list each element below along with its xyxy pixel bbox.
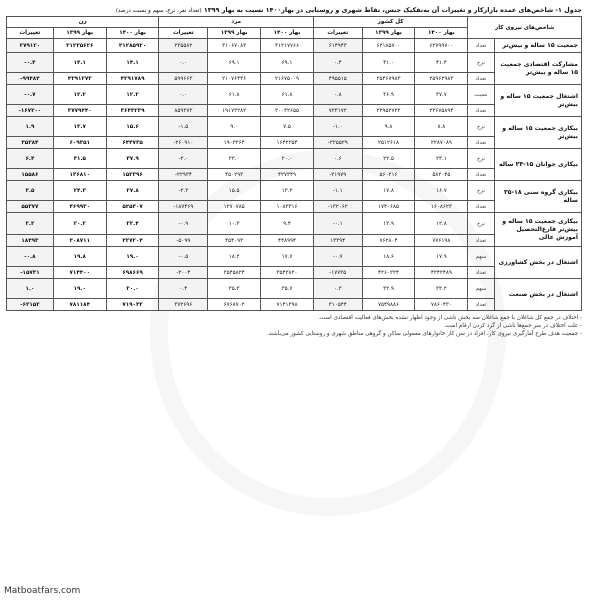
unit-cell: تعداد [468, 235, 494, 247]
value-cell: ۳۳.۲ [415, 279, 468, 299]
value-cell: ۱۹.۸ [53, 247, 106, 267]
value-cell: ۲۳.۱ [415, 149, 468, 169]
value-cell: ۳.۵ [7, 181, 54, 201]
value-cell: ۱۲.۸ [415, 213, 468, 235]
value-cell: ۲.۲ [7, 213, 54, 235]
indicator-label: مشارکت اقتصادی جمعیت ۱۵ ساله و بیش‌تر [494, 53, 581, 85]
unit-cell: تعداد [468, 267, 494, 279]
unit-cell: سهم [468, 279, 494, 299]
value-cell: ۷۷۶۱۹۸ [415, 235, 468, 247]
value-cell: ۲۰.۰ [106, 279, 159, 299]
value-cell: ۸۵۹۳۷۳ [159, 105, 208, 117]
value-cell: ۷۱۹۰۳۲ [106, 299, 159, 311]
value-cell: ۰.۷- [313, 247, 362, 267]
value-cell: ۱۳.۲ [261, 181, 314, 201]
value-cell: ۳۱.۵ [53, 149, 106, 169]
value-cell: ۳۷.۷ [415, 85, 468, 105]
value-cell: ۱۷۷۳۵- [313, 267, 362, 279]
value-cell: ۴۴۸۹۹۴ [261, 235, 314, 247]
value-cell: ۷۱۴۴۰۰ [53, 267, 106, 279]
value-cell: ۱.۰ [7, 279, 54, 299]
value-cell: ۶۷۶۸۷۰۲ [208, 299, 261, 311]
value-cell: ۰.۹- [159, 213, 208, 235]
value-cell: ۹.۸ [362, 117, 415, 137]
value-cell: ۱۹۱۷۳۲۸۲ [208, 105, 261, 117]
value-cell: ۵۸۲۰۴۵ [415, 169, 468, 181]
value-cell: ۷.۵ [261, 117, 314, 137]
unit-cell: تعداد [468, 105, 494, 117]
header-subcol: بهار ۱۴۰۰ [106, 28, 159, 39]
value-cell: ۴۵۴۰۹۳ [208, 235, 261, 247]
value-cell: ۲۲.۴ [106, 213, 159, 235]
value-cell: ۲۲۸۷۰۸۹ [415, 137, 468, 149]
value-cell: ۲۲.۵ [362, 149, 415, 169]
footnotes [6, 314, 582, 338]
value-cell: ۰.۴ [159, 279, 208, 299]
value-cell: ۱۷.۹ [415, 247, 468, 267]
value-cell: ۰.۵- [159, 247, 208, 267]
value-cell: ۲.۳- [159, 181, 208, 201]
value-cell: ۱۲.۲ [106, 85, 159, 105]
value-cell: ۰.۸- [7, 247, 54, 267]
value-cell: ۱۶.۷ [415, 181, 468, 201]
indicator-label: اشتغال در بخش صنعت [494, 279, 581, 311]
indicator-label: جمعیت ۱۵ ساله و بیش‌تر [494, 39, 581, 53]
value-cell: ۳۵۴۵۸۲۴ [208, 267, 261, 279]
value-cell: ۳۲۷۲۰۴ [106, 235, 159, 247]
value-cell: ۱۸۴۹۳ [7, 235, 54, 247]
value-cell: ۸.۸ [415, 117, 468, 137]
value-cell: ۴۲۶۰۲۲۴ [362, 267, 415, 279]
value-cell: ۳۱۰۶۷۰۸۳ [208, 39, 261, 53]
value-cell: ۱۴.۱ [106, 53, 159, 73]
value-cell: ۵۶۰۲۱۶ [362, 169, 415, 181]
header-subcol: تغییرات [313, 28, 362, 39]
value-cell: ۶۹.۱ [208, 53, 261, 73]
value-cell: ۲۶۰۹۱۰- [159, 137, 208, 149]
value-cell: ۶۰۹۳۵۱ [53, 137, 106, 149]
value-cell: ۷۱۴۱۳۹۸ [261, 299, 314, 311]
document [6, 6, 582, 338]
value-cell: ۹.۴ [261, 213, 314, 235]
value-cell: ۲۴.۳ [53, 181, 106, 201]
header-subcol: بهار ۱۴۰۰ [261, 28, 314, 39]
table-row [7, 213, 582, 235]
value-cell: ۴۱.۰ [362, 53, 415, 73]
table-title [6, 6, 582, 16]
table-row [7, 39, 582, 53]
header-subcol: بهار ۱۳۹۹ [362, 28, 415, 39]
value-cell: ۱۷.۸ [362, 181, 415, 201]
unit-cell: نرخ [468, 117, 494, 137]
value-cell: ۱۸.۶ [362, 247, 415, 267]
value-cell: ۲۰.۲ [53, 213, 106, 235]
value-cell: ۲۱۰۷۶۴۴۶ [208, 73, 261, 85]
indicator-label: بیکاری جمعیت ۱۵ ساله و بیش‌تر [494, 117, 581, 149]
unit-cell: تعداد [468, 169, 494, 181]
table-row [7, 149, 582, 169]
value-cell: ۳۵۳۸۴ [7, 137, 54, 149]
value-cell: ۰.۶ [313, 149, 362, 169]
value-cell: ۳۶.۹ [362, 85, 415, 105]
value-cell: ۷۸۱۱۸۴ [53, 299, 106, 311]
unit-cell: نرخ [468, 181, 494, 201]
value-cell: ۷۵۴۹۸۸۶ [362, 299, 415, 311]
value-cell: ۲۱۶۷۵۰۰۹ [261, 73, 314, 85]
value-cell: ۲۳۵۵۸۲ [159, 39, 208, 53]
value-cell: ۹۹۴۸۴- [7, 73, 54, 85]
value-cell: ۳۶۴۳۲۳۹ [106, 105, 159, 117]
unit-cell: نرخ [468, 53, 494, 73]
header-indicator: شاخص‌های نیروی کار [468, 17, 582, 39]
value-cell: ۶۲۱۵۲- [7, 299, 54, 311]
value-cell: ۴۲۴۲۴۸۹ [415, 267, 468, 279]
value-cell: ۶۹.۱ [261, 53, 314, 73]
value-cell: ۴۲۹۱۷۸۹ [106, 73, 159, 85]
value-cell: ۷۶۲۸۰۴ [362, 235, 415, 247]
value-cell: ۱۵.۵ [208, 181, 261, 201]
table-row [7, 53, 582, 73]
value-cell: ۱۵۵۸۶ [7, 169, 54, 181]
value-cell: ۱۰۸۳۳۱۶ [261, 201, 314, 213]
header-subcol: تغییرات [159, 28, 208, 39]
value-cell: ۱۸.۲ [208, 247, 261, 267]
value-cell: ۵۹۹۶۶۳ [159, 73, 208, 85]
value-cell: ۴۳۹۱۲۷۳ [53, 73, 106, 85]
value-cell: ۰.۱- [313, 213, 362, 235]
value-cell: ۱.۵- [159, 117, 208, 137]
unit-cell: نرخ [468, 149, 494, 169]
value-cell: ۲۵۴۶۷۹۸۳ [362, 73, 415, 85]
table-body [7, 39, 582, 311]
value-cell: ۲.۰- [159, 149, 208, 169]
value-cell: ۰.۷- [7, 85, 54, 105]
value-cell: ۲۷.۸ [106, 181, 159, 201]
value-cell: ۶۱.۸ [208, 85, 261, 105]
value-cell: ۱۲۷۰۷۸۵ [208, 201, 261, 213]
value-cell: ۲۰۰۳۲۶۵۵ [261, 105, 314, 117]
indicator-label: بیکاری جمعیت ۱۵ ساله و بیش‌تر فارغ‌التحصیل آموزش عالی [494, 213, 581, 247]
value-cell: ۳۱۲۸۵۹۲۰ [106, 39, 159, 53]
value-cell: ۰.۴ [313, 53, 362, 73]
value-cell: ۶۴۴۷۳۵ [106, 137, 159, 149]
table-row [7, 181, 582, 201]
unit-cell: تعداد [468, 39, 494, 53]
value-cell: ۱۳.۷ [53, 117, 106, 137]
value-cell: ۲۲۹۵۲۷۲۲ [362, 105, 415, 117]
value-cell: ۱۲.۹ [362, 213, 415, 235]
value-cell: ۱۹.۰ [106, 247, 159, 267]
unit-cell: نرخ [468, 213, 494, 235]
value-cell: ۱۴.۱ [53, 53, 106, 73]
unit-cell: تعداد [468, 201, 494, 213]
value-cell: ۲۳۶۷۵۸۹۴ [415, 105, 468, 117]
value-cell: ۲۷۹۱۲۰ [7, 39, 54, 53]
header-subcol: تغییرات [7, 28, 54, 39]
value-cell: ۶۱۴۹۴۳ [313, 39, 362, 53]
value-cell: ۵۰۹۹- [159, 235, 208, 247]
table-row [7, 117, 582, 137]
header-subcol: بهار ۱۳۹۹ [53, 28, 106, 39]
value-cell: ۶۲۷۹۹۷۰۰ [415, 39, 468, 53]
value-cell: ۴۱.۴ [415, 53, 468, 73]
footnote: - جمعیت هدف طرح آمارگیری نیروی کار، افراد در سن کار خانوارهای معمولی ساکن و گروهی مناطق شهری و روستایی کشور می‌باشند. [266, 331, 582, 337]
value-cell: ۰.۰ [159, 85, 208, 105]
value-cell: ۰.۴- [7, 53, 54, 73]
value-cell: ۴۶۹۹۳۰ [53, 201, 106, 213]
value-cell: ۱۲.۲ [53, 85, 106, 105]
value-cell: ۱۰.۳ [208, 213, 261, 235]
value-cell: ۱۶۷۲۰۰- [7, 105, 54, 117]
value-cell: ۱۳۶۸۱۰ [53, 169, 106, 181]
value-cell: ۶۹۸۶۶۹ [106, 267, 159, 279]
value-cell: ۳۷.۹ [106, 149, 159, 169]
value-cell: ۱۹.۰ [53, 279, 106, 299]
value-cell: ۶۱.۸ [261, 85, 314, 105]
indicator-label: اشتغال در بخش کشاورزی [494, 247, 581, 279]
value-cell: ۱.۹ [7, 117, 54, 137]
indicator-label: اشتغال جمعیت ۱۵ ساله و بیش‌تر [494, 85, 581, 117]
value-cell: ۱۶۴۲۳۵۴ [261, 137, 314, 149]
value-cell: ۷۲۳۱۷۲ [313, 105, 362, 117]
value-cell: ۳۱۲۱۷۷۶۶ [261, 39, 314, 53]
value-cell: ۳۰۸۷۱۱ [53, 235, 106, 247]
value-cell: ۱۸۷۴۶۹- [159, 201, 208, 213]
value-cell: ۴۵۰۲۹۳ [208, 169, 261, 181]
unit-cell: نسبت [468, 85, 494, 105]
indicator-label: بیکاری جوانان ۱۵-۲۴ ساله [494, 149, 581, 181]
value-cell: ۱۳۳۹۴ [313, 235, 362, 247]
header-subcol: بهار ۱۳۹۹ [208, 28, 261, 39]
table-row [7, 85, 582, 105]
unit-cell: سهم [468, 247, 494, 267]
value-cell: ۲۲۵۵۲۹- [313, 137, 362, 149]
value-cell: ۳۵.۳ [208, 279, 261, 299]
header-subcol: بهار ۱۴۰۰ [415, 28, 468, 39]
value-cell: ۲۰.۰ [261, 149, 314, 169]
value-cell: ۱۷.۷ [261, 247, 314, 267]
header-group-female: زن [7, 17, 159, 28]
value-cell: ۴۲۷۳۴۹ [261, 169, 314, 181]
value-cell: ۲۵۹۶۲۹۸۳ [415, 73, 468, 85]
value-cell: ۳۱۲۳۵۶۲۶ [53, 39, 106, 53]
value-cell: ۷۸۶۰۴۳۰ [415, 299, 468, 311]
title-text: جدول ۱- شاخص‌های عمده بازارکار و تغییرات آن به‌تفکیک جنس، نقاط شهری و روستایی در بهار۱۴۰۰ نسبت به بهار ۱۳۹۹ [203, 6, 582, 14]
units-note: (تعداد نفر، نرخ، سهم و نسبت درصد) [115, 8, 202, 14]
value-cell: ۰.۳ [313, 279, 362, 299]
labor-market-table [6, 16, 582, 311]
value-cell: ۲۲۹۳۴- [159, 169, 208, 181]
value-cell: ۳۷۷۹۴۴۰ [53, 105, 106, 117]
value-cell: ۶.۴ [7, 149, 54, 169]
value-cell: ۲۵۱۲۶۱۸ [362, 137, 415, 149]
value-cell: ۰.۸ [313, 85, 362, 105]
value-cell: ۱۹۰۳۲۶۴ [208, 137, 261, 149]
value-cell: ۳۲.۹ [362, 279, 415, 299]
unit-cell: تعداد [468, 299, 494, 311]
header-group-male: مرد [159, 17, 313, 28]
table-row [7, 247, 582, 267]
value-cell: ۳۵.۷ [261, 279, 314, 299]
value-cell: ۶۲۱۸۵۷۰۰ [362, 39, 415, 53]
value-cell: ۴۹۵۵۱۵ [313, 73, 362, 85]
value-cell: ۹.۰ [208, 117, 261, 137]
value-cell: ۰.۰ [159, 53, 208, 73]
value-cell: ۱۷۴۰۶۸۵ [362, 201, 415, 213]
value-cell: ۱.۰- [313, 117, 362, 137]
table-row [7, 279, 582, 299]
footnote: - اختلاف در جمع کل شاغلان با جمع شاغلان سه بخش ناشی از وجود اظهار نشده بخش‌های فعالیت اقتصادی است. [318, 315, 582, 321]
indicator-label: بیکاری گروه سنی ۱۸-۳۵ ساله [494, 181, 581, 213]
value-cell: ۱۵.۶ [106, 117, 159, 137]
value-cell: ۲۲.۰ [208, 149, 261, 169]
value-cell: ۲۱۹۷۹- [313, 169, 362, 181]
value-cell: ۱۵۲۳۹۶ [106, 169, 159, 181]
unit-cell: تعداد [468, 73, 494, 85]
header-group-total: کل کشور [313, 17, 467, 28]
value-cell: ۱۳۲۰۶۲- [313, 201, 362, 213]
value-cell: ۳۵۴۳۸۲۰ [261, 267, 314, 279]
value-cell: ۱۶۰۸۶۲۳ [415, 201, 468, 213]
value-cell: ۲۰۰۴- [159, 267, 208, 279]
value-cell: ۳۱۰۵۴۴ [313, 299, 362, 311]
value-cell: ۱۵۷۳۱- [7, 267, 54, 279]
value-cell: ۳۷۲۶۹۶ [159, 299, 208, 311]
unit-cell: تعداد [468, 137, 494, 149]
value-cell: ۵۲۵۳۰۷ [106, 201, 159, 213]
site-watermark: Matboatfars.com [4, 586, 81, 596]
value-cell: ۵۵۳۷۷ [7, 201, 54, 213]
value-cell: ۱.۱- [313, 181, 362, 201]
footnote: - علت اختلاف در سر جمع‌ها ناشی از گرد کردن ارقام است. [443, 323, 582, 329]
